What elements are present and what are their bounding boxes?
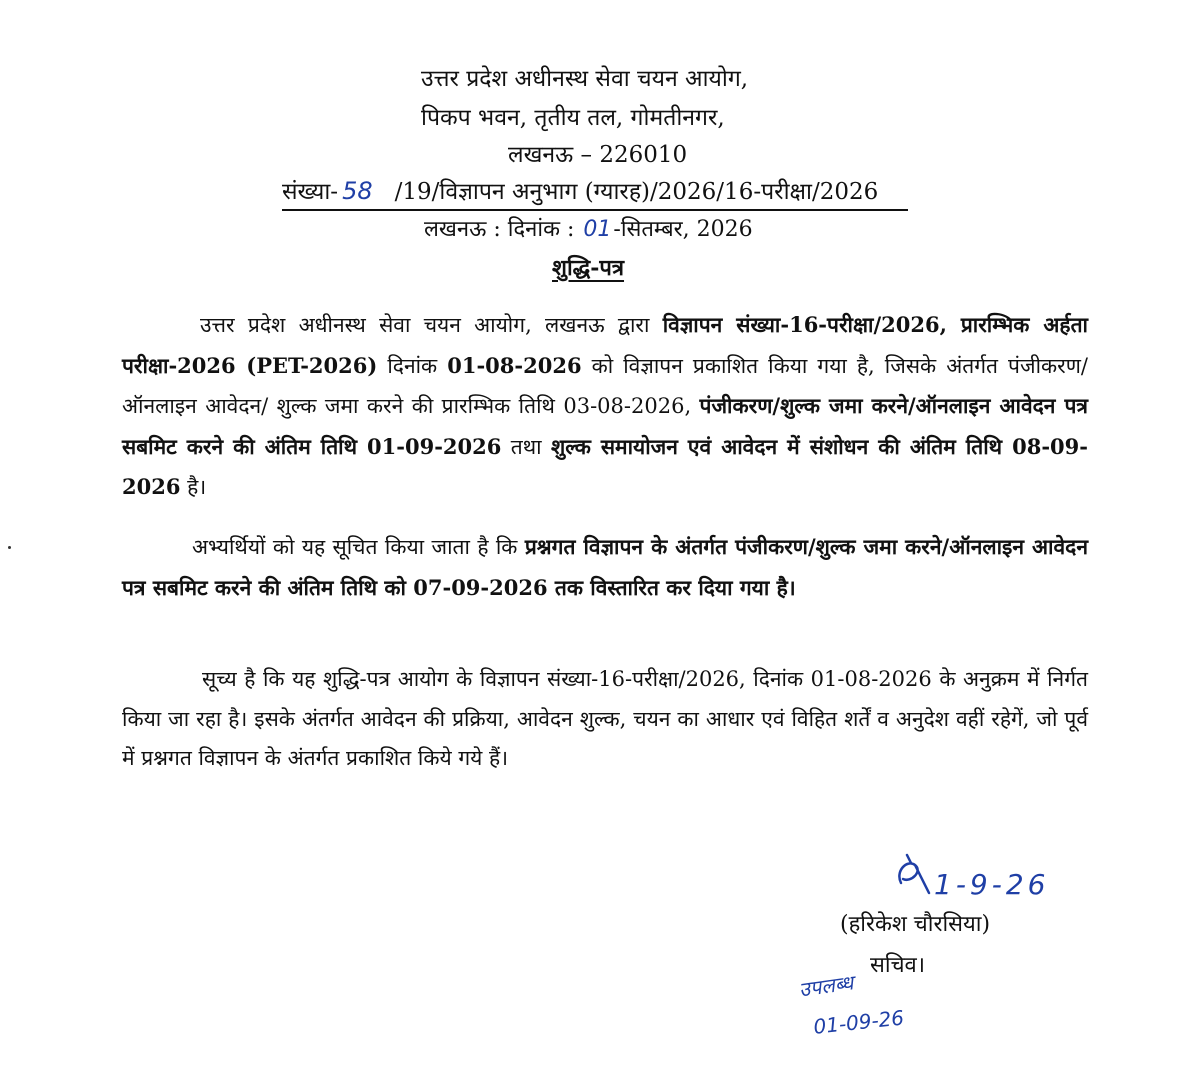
reference-suffix: /19/विज्ञापन अनुभाग (ग्यारह)/2026/16-परीक्षा/2026 bbox=[394, 179, 879, 205]
p1-text-1: उत्तर प्रदेश अधीनस्थ सेवा चयन आयोग, लखनऊ द्वारा bbox=[200, 313, 663, 337]
annotation-handwritten-date: 01-09-26 bbox=[812, 1005, 906, 1039]
signature-handwritten-date: 1-9-26 bbox=[934, 868, 1050, 901]
p1-bold-3: पंजीकरण/शुल्क जमा करने/ऑनलाइन आवेदन पत्र सबमिट करने की अंतिम तिथि 01-09-2026 bbox=[122, 393, 1089, 459]
stray-mark bbox=[8, 546, 11, 549]
reference-handwritten-number: 58 bbox=[342, 177, 373, 205]
org-name-line: उत्तर प्रदेश अधीनस्थ सेवा चयन आयोग, bbox=[421, 66, 749, 92]
p1-bold-2: 01-08-2026 bbox=[447, 352, 582, 378]
paragraph-2 bbox=[122, 527, 1088, 608]
signatory-name: (हरिकेश चौरसिया) bbox=[840, 912, 991, 937]
paragraph-1 bbox=[122, 305, 1088, 508]
p1-text-2: दिनांक bbox=[377, 353, 448, 378]
annotation-handwritten-text: उपलब्ध bbox=[797, 970, 855, 1002]
p1-text-5: है। bbox=[180, 475, 207, 499]
address-line: पिकप भवन, तृतीय तल, गोमतीनगर, bbox=[421, 105, 725, 131]
p1-bold-1: विज्ञापन संख्या-16-परीक्षा/2026, प्रारम्भिक अर्हता परीक्षा-2026 (PET-2026) bbox=[122, 312, 1088, 378]
signatory-designation: सचिव। bbox=[870, 953, 926, 978]
p3-text: सूच्य है कि यह शुद्धि-पत्र आयोग के विज्ञापन संख्या-16-परीक्षा/2026, दिनांक 01-08-2026 के अनुक्रम में निर्गत किया जा रहा है। इसके अंतर्गत आवेदन की प्रक्रिया, आवेदन शुल्क, चयन का आधार एवं विहित शर्तें व अनुदेश वहीं रहेगें, जो पूर्व में प्रश्नगत विज्ञापन के अंतर्गत प्रकाशित किये गये हैं। bbox=[122, 667, 1088, 770]
reference-prefix: संख्या- bbox=[282, 179, 339, 205]
date-prefix: लखनऊ : दिनांक : bbox=[424, 217, 575, 242]
reference-number-line bbox=[282, 176, 908, 211]
date-suffix: -सितम्बर, 2026 bbox=[613, 217, 753, 242]
paragraph-3 bbox=[122, 660, 1088, 779]
p2-bold-1: प्रश्नगत विज्ञापन के अंतर्गत पंजीकरण/शुल्क जमा करने/ऑनलाइन आवेदन पत्र सबमिट करने की अंतिम तिथि को 07-09-2026 तक विस्तारित कर दिया गया है। bbox=[122, 534, 1088, 600]
p1-text-4: तथा bbox=[501, 434, 551, 459]
date-handwritten-day: 01 bbox=[583, 217, 612, 242]
city-line: लखनऊ – 226010 bbox=[508, 142, 688, 168]
p1-bold-4: शुल्क समायोजन एवं आवेदन में संशोधन की अंतिम तिथि 08-09-2026 bbox=[122, 433, 1088, 499]
date-line bbox=[424, 215, 753, 245]
signature-scribble-icon bbox=[893, 853, 933, 903]
p2-text-1: अभ्यर्थियों को यह सूचित किया जाता है कि bbox=[192, 535, 525, 559]
p1-text-3: को विज्ञापन प्रकाशित किया गया है, जिसके अंतर्गत पंजीकरण/ऑनलाइन आवेदन/ शुल्क जमा करने की प्रारम्भिक तिथि 03-08-2026, bbox=[122, 353, 1088, 418]
document-title: शुद्धि-पत्र bbox=[552, 255, 625, 281]
